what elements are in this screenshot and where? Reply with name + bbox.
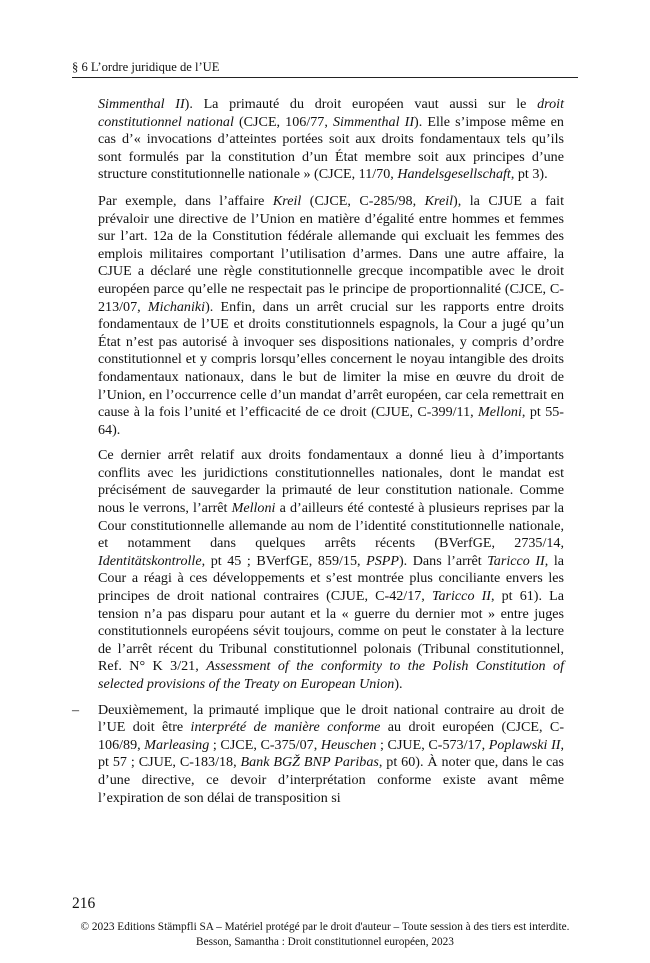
text-run: ). Enfin, dans un arrêt crucial sur les rapports entre droits fondamentaux de l’UE et droits constitutionnels espagnols, la Cour a jugé qu’un État n’est pas autorisé à invoquer ses dispositions nationales, y compris d’ordre constitutionnel et y compris lorsqu’elles concernent le noyau intangible des droits fondamentaux nationaux, dans le but de limiter la mise en œuvre du droit de l’Union, en l’occurrence celle d’un mandat d’arrêt européen, car cela remettrait en cause à la fois l’unité et l’efficacité de ce droit (CJUE, C-399/11, [98, 298, 564, 421]
footer-line-1: © 2023 Editions Stämpfli SA – Matériel protégé par le droit d'auteur – Toute session à des tiers est interdite. [80, 921, 570, 933]
text-run: a d’ailleurs été contesté à plusieurs reprises par la Cour constitutionnelle allemande au nom de l’identité constitutionnelle nationale, et notamment dans quelques arrêts récents (BVerfGE, 2735/14, [98, 500, 565, 552]
italic-text-run: Heuschen [320, 736, 377, 753]
text-run: , pt 61). La tension n’a pas disparu pour autant et la « guerre du dernier mot » entre juges constitutionnels européens sévit toujours, comme on peut le constater à la lecture de l’arrêt récent du Tribunal constitutionnel polonais (Tribunal constitutionnel, Ref. N° K 3/21, [98, 588, 564, 675]
italic-text-run: Taricco II [431, 588, 491, 605]
paragraph-2 [98, 193, 564, 439]
list-item-text [98, 702, 564, 808]
main-text [72, 96, 565, 815]
paragraph-1 [98, 96, 564, 184]
text-run: (CJCE, 106/77, [233, 113, 333, 130]
italic-text-run: Marleasing [144, 736, 210, 753]
text-run: Par exemple, dans l’affaire [98, 192, 273, 209]
text-run: Deuxièmement, la primauté implique que le droit national contraire au droit de l’UE doit être [98, 701, 564, 736]
text-run: ; CJCE, C-375/07, [209, 736, 321, 753]
italic-text-run: Taricco II [487, 552, 545, 569]
paragraph-3 [98, 447, 564, 693]
text-run: , pt 45 ; BVerfGE, 859/15, [201, 552, 367, 569]
list-item [72, 701, 565, 808]
text-run: ). [394, 676, 403, 692]
italic-text-run: Assessment of the conformity to the Polish Constitution of selected provisions of the Treaty on European Union [98, 658, 564, 692]
text-run: Ce dernier arrêt relatif aux droits fondamentaux a donné lieu à d’importants conflits avec les juridictions constitutionnelles nationales, dont le mandat est précisément de sauvegarder la primauté de leur constitution nationale. Comme nous le verrons, l’arrêt [98, 447, 564, 517]
text-run: , pt 57 ; CJUE, C-183/18, [98, 736, 564, 771]
text-run: , pt 60). À noter que, dans le cas d’une directive, ce devoir d’interprétation conforme existe avant même l’expiration de son délai de transposition si [98, 754, 564, 806]
text-run: (CJCE, C-285/98, [301, 192, 425, 209]
page-number: 216 [72, 895, 96, 912]
text-run: ; CJUE, C-573/17, [376, 736, 489, 753]
italic-text-run: interprété de manière conforme [190, 719, 381, 736]
italic-text-run: Melloni [478, 404, 522, 421]
italic-text-run: Simmenthal II [98, 96, 185, 112]
text-run: ). La primauté du droit européen vaut aussi sur le [184, 96, 538, 112]
copyright-footer [0, 920, 650, 949]
footer-line-2: Besson, Samantha : Droit constitutionnel européen, 2023 [196, 935, 454, 948]
text-run: au droit européen (CJCE, C-106/89, [98, 719, 565, 753]
italic-text-run: Michaniki [147, 298, 206, 315]
italic-text-run: Bank BGŽ BNP Paribas [240, 754, 379, 771]
text-run: , pt 3). [510, 166, 548, 183]
italic-text-run: Melloni [231, 500, 276, 517]
running-header: § 6 L’ordre juridique de l’UE [72, 58, 578, 78]
italic-text-run: Identitätskontrolle [98, 552, 202, 569]
italic-text-run: PSPP [366, 552, 399, 569]
text-run: ), la CJUE a fait prévaloir une directive de l’Union en matière d’égalité entre hommes et femmes sur l’art. 12a de la Constitution fédérale allemande qui excluait les femmes des emplois militaires comportant l’utilisation d’armes. Dans une autre affaire, la CJUE a déclaré une règle constitutionnelle grecque incompatible avec le droit européen parce qu’elle ne respectait pas le principe de proportionnalité (CJCE, C-213/07, [98, 192, 564, 315]
text-run: ). Elle s’impose même en cas d’« invocations d’atteintes portées soit aux droits fondamentaux tels qu’ils sont formulés par la constitution d’un État membre soit aux principes d’une structure constitutionnelle nationale » (CJCE, 11/70, [98, 113, 564, 183]
italic-text-run: Poplawski II [488, 736, 561, 753]
italic-text-run: Kreil [272, 192, 302, 209]
italic-text-run: Simmenthal II [332, 113, 415, 130]
text-run: ). Dans l’arrêt [398, 552, 488, 569]
text-run: , pt 55-64). [98, 404, 564, 438]
italic-text-run: Handelsgesellschaft [397, 166, 511, 183]
dash-marker: – [72, 701, 80, 718]
italic-text-run: droit constitutionnel national [98, 96, 564, 130]
italic-text-run: Kreil [424, 192, 454, 209]
text-run: , la Cour a réagi à ces développements et s’est montrée plus conciliante envers les principes de droit national contraires (CJUE, C-42/17, [98, 552, 565, 605]
